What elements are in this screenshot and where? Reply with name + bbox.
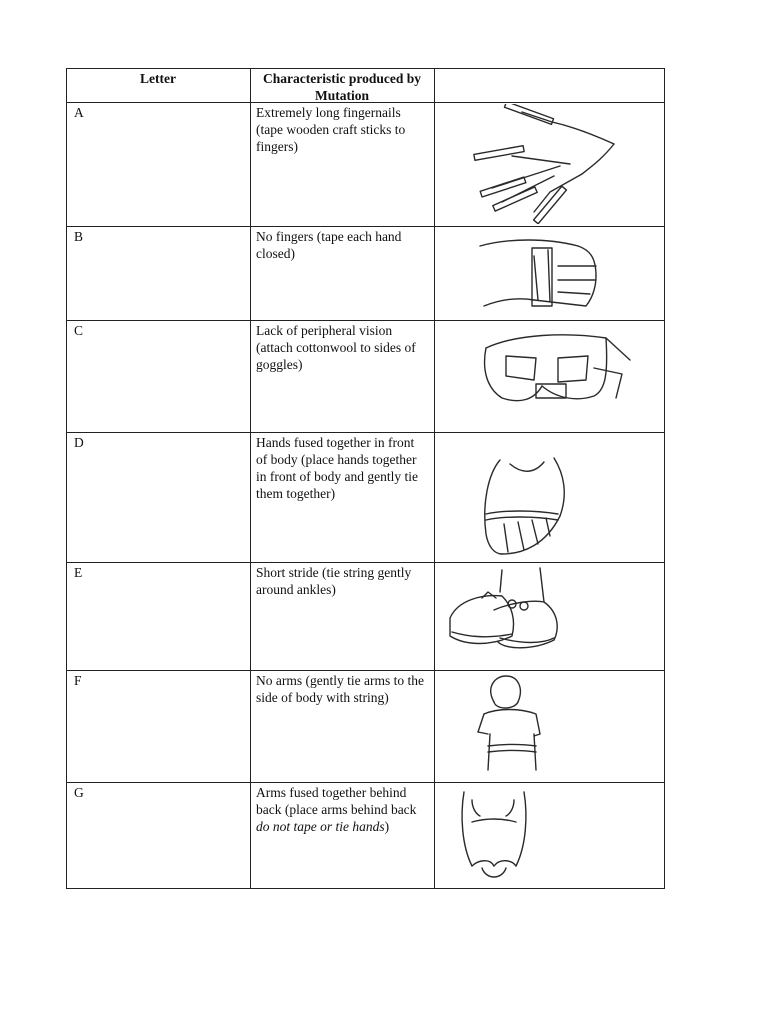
goggles-icon: [476, 328, 632, 426]
table-border-bottom: [66, 888, 665, 889]
characteristic-text: Arms fused together behind back (place arms behind back: [256, 785, 417, 817]
taped-hand-icon: [478, 236, 610, 316]
tied-hands-icon: [464, 454, 580, 558]
row-characteristic: [256, 564, 428, 598]
characteristic-text: Extremely long fingernails (tape wooden craft sticks to fingers): [256, 105, 406, 154]
characteristic-text: No arms (gently tie arms to the side of body with string): [256, 673, 424, 705]
row-divider: [66, 782, 665, 783]
characteristic-tail: ): [384, 819, 390, 834]
characteristic-text: Lack of peripheral vision (attach cottonwool to sides of goggles): [256, 323, 416, 372]
row-letter: D: [74, 435, 84, 450]
row-characteristic: [256, 672, 428, 706]
row-characteristic: [256, 322, 428, 373]
table-border-top: [66, 68, 665, 69]
row-letter: C: [74, 323, 84, 338]
header-letter: Letter: [140, 71, 176, 86]
row-characteristic: [256, 104, 428, 155]
row-letter: G: [74, 785, 84, 800]
row-divider: [66, 432, 665, 433]
characteristic-text: Hands fused together in front of body (place hands together in front of body and gently tie them together): [256, 435, 418, 501]
characteristic-italic: do not tape or tie hands: [256, 819, 385, 834]
row-letter: A: [74, 105, 84, 120]
row-characteristic: [256, 434, 428, 502]
mutation-table: [66, 68, 665, 889]
row-divider: [66, 562, 665, 563]
row-divider: [66, 226, 665, 227]
characteristic-text: Short stride (tie string gently around ankles): [256, 565, 412, 597]
header-characteristic: Characteristic produced by Mutation: [263, 71, 421, 103]
tied-arms-icon: [464, 674, 570, 776]
arms-behind-back-icon: [442, 786, 544, 886]
row-letter: F: [74, 673, 82, 688]
row-characteristic: [256, 228, 428, 262]
row-divider: [66, 670, 665, 671]
row-letter: E: [74, 565, 83, 580]
table-border-right: [664, 68, 665, 889]
column-divider: [250, 68, 251, 889]
column-divider: [434, 68, 435, 889]
row-characteristic: [256, 784, 428, 835]
table-border-left: [66, 68, 67, 889]
tied-ankles-icon: [442, 566, 574, 658]
row-letter: B: [74, 229, 84, 244]
row-divider: [66, 320, 665, 321]
long-fingernails-icon: [442, 104, 618, 224]
characteristic-text: No fingers (tape each hand closed): [256, 229, 402, 261]
